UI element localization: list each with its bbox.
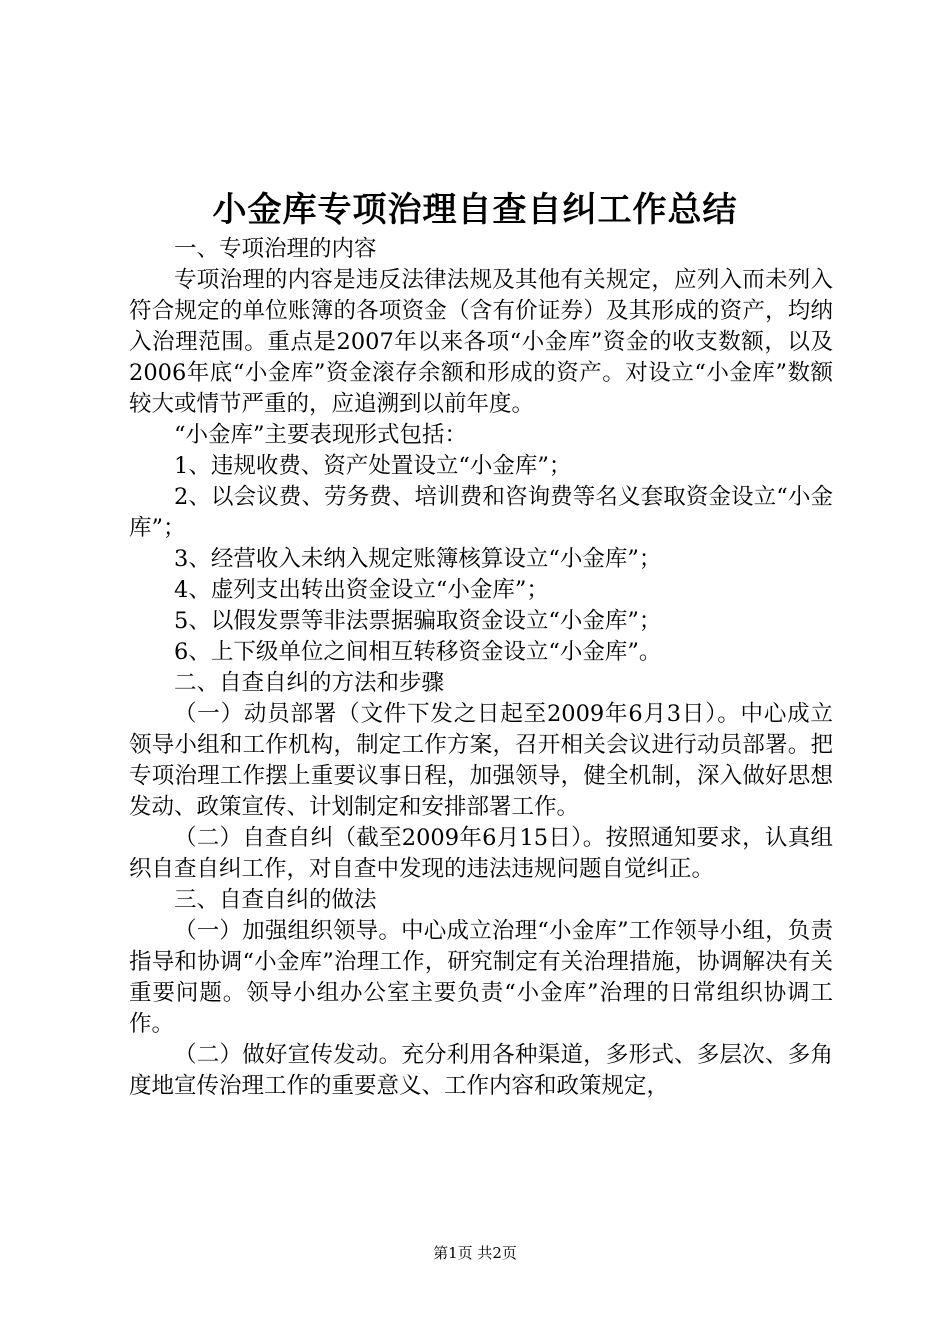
list-item: 2、以会议费、劳务费、培训费和咨询费等名义套取资金设立“小金库”； [129,484,833,541]
section-heading: 三、自查自纠的做法 [174,887,377,913]
list-item: 4、虚列支出转出资金设立“小金库”； [174,577,549,603]
paragraph: （二）做好宣传发动。充分利用各种渠道，多形式、多层次、多角度地宣传治理工作的重要意义、工作内容和政策规定， [129,1042,833,1099]
paragraph: （一）加强组织领导。中心成立治理“小金库”工作领导小组，负责指导和协调“小金库”治理工作，研究制定有关治理措施，协调解决有关重要问题。领导小组办公室主要负责“小金库”治理的日常组织协调工作。 [129,918,833,1037]
list-item: 5、以假发票等非法票据骗取资金设立“小金库”； [174,608,662,634]
document-body [129,234,833,1102]
list-item: 3、经营收入未纳入规定账簿核算设立“小金库”； [174,546,662,572]
list-item: 1、违规收费、资产处置设立“小金库”； [174,453,572,479]
list-item: 6、上下级单位之间相互转移资金设立“小金库”。 [174,639,662,665]
paragraph: （一）动员部署（文件下发之日起至2009年6月3日）。中心成立领导小组和工作机构，制定工作方案，召开相关会议进行动员部署。把专项治理工作摆上重要议事日程，加强领导，健全机制，深入做好思想发动、政策宣传、计划制定和安排部署工作。 [129,701,833,820]
paragraph: 专项治理的内容是违反法律法规及其他有关规定，应列入而未列入符合规定的单位账簿的各项资金（含有价证券）及其形成的资产，均纳入治理范围。重点是2007年以来各项“小金库”资金的收支数额，以及2006年底“小金库”资金滚存余额和形成的资产。对设立“小金库”数额较大或情节严重的，应追溯到以前年度。 [129,267,833,417]
paragraph: （二）自查自纠（截至2009年6月15日）。按照通知要求，认真组织自查自纠工作，对自查中发现的违法违规问题自觉纠正。 [129,825,833,882]
section-heading: 二、自查自纠的方法和步骤 [174,670,445,696]
section-heading: 一、专项治理的内容 [174,236,377,262]
document-title: 小金库专项治理自查自纠工作总结 [212,190,738,230]
paragraph: “小金库”主要表现形式包括： [174,422,468,448]
page-footer: 第1页 共2页 [433,1244,517,1262]
